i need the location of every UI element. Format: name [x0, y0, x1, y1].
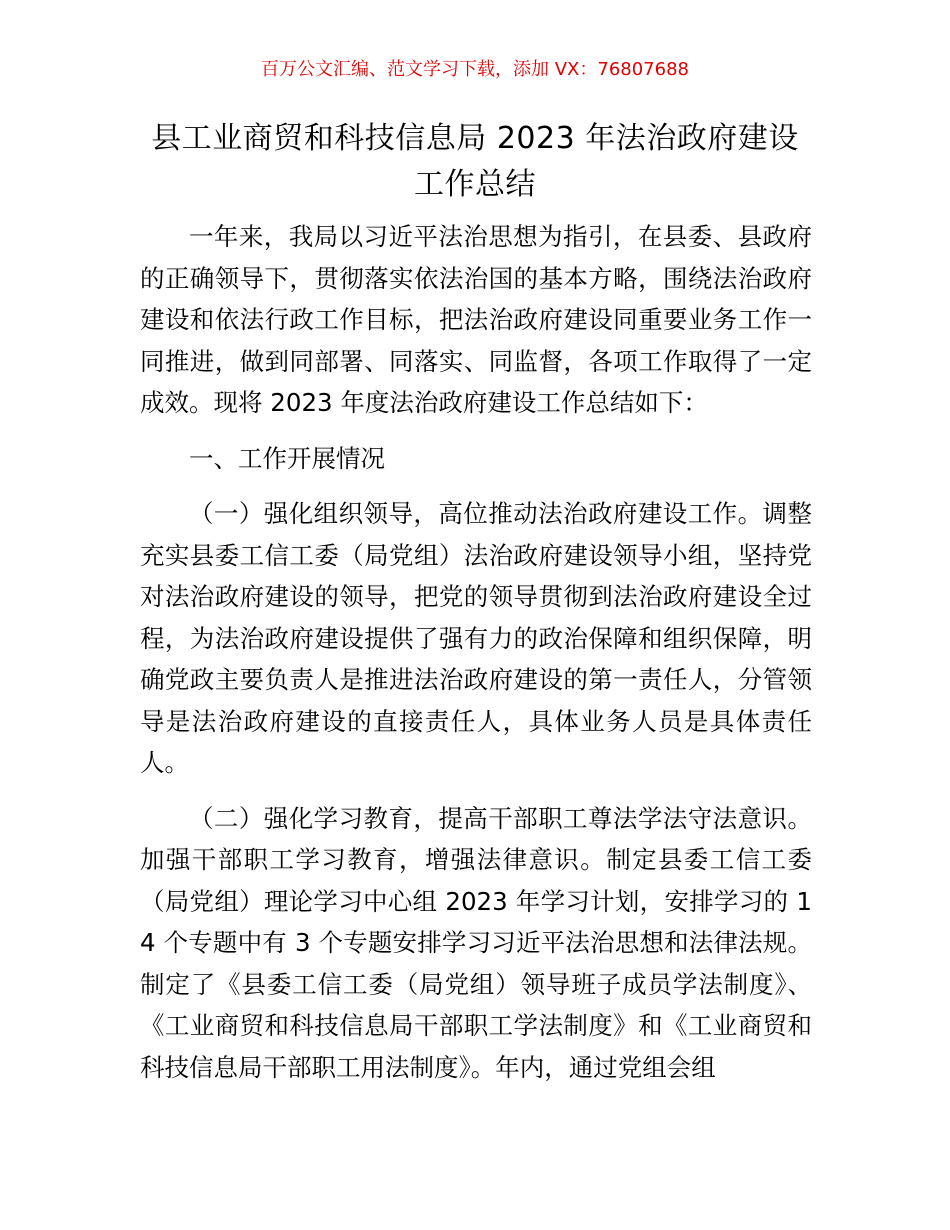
- document-title: [120, 116, 830, 208]
- header-watermark-note: 百万公文汇编、范文学习下载，添加 VX：76807688: [261, 59, 689, 80]
- section-heading: 一、工作开展情况: [189, 443, 385, 473]
- title-line-1: 县工业商贸和科技信息局 2023 年法治政府建设: [151, 121, 799, 156]
- paragraph-gap: [140, 784, 812, 798]
- document-body: [140, 216, 812, 1088]
- item-2-paragraph: （二）强化学习教育，提高干部职工尊法学法守法意识。加强干部职工学习教育，增强法律意识。制定县委工信工委（局党组）理论学习中心组 2023 年学习计划，安排学习的 14 个专题中有 3 个专题安排学习习近平法治思想和法律法规。制定了《县委工信工委（局党组）领导班子成员学法制度》、《工业商贸和科技信息局干部职工学法制度》和《工业商贸和科技信息局干部职工用法制度》。年内，通过党组会组: [140, 803, 812, 1082]
- item-1-paragraph: （一）强化组织领导，高位推动法治政府建设工作。调整充实县委工信工委（局党组）法治政府建设领导小组，坚持党对法治政府建设的领导，把党的领导贯彻到法治政府建设全过程，为法治政府建设提供了强有力的政治保障和组织保障，明确党政主要负责人是推进法治政府建设的第一责任人，分管领导是法治政府建设的直接责任人，具体业务人员是具体责任人。: [140, 499, 812, 777]
- title-line-2: 工作总结: [414, 167, 536, 202]
- intro-paragraph: 一年来，我局以习近平法治思想为指引，在县委、县政府的正确领导下，贯彻落实依法治国的基本方略，围绕法治政府建设和依法行政工作目标，把法治政府建设同重要业务工作一同推进，做到同部署、同落实、同监督，各项工作取得了一定成效。现将 2023 年度法治政府建设工作总结如下：: [140, 222, 812, 417]
